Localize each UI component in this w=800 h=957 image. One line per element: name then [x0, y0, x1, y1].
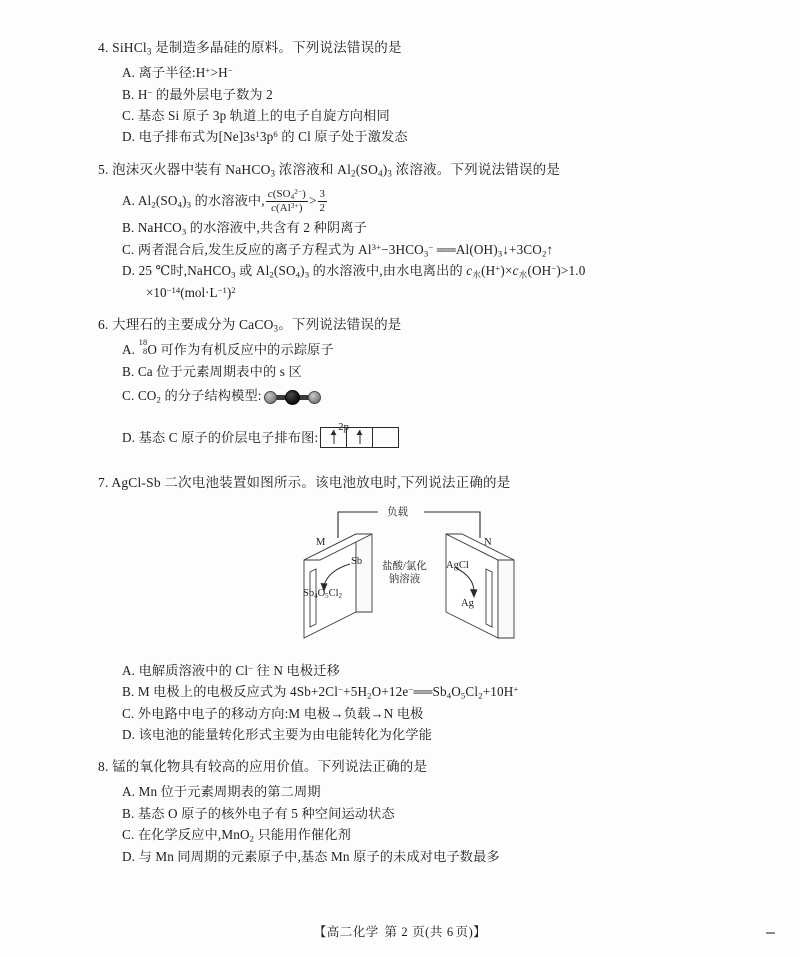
right-species-bottom-label: Ag: [461, 597, 474, 609]
left-electrode-slab: [304, 534, 372, 638]
option-label: B.: [122, 684, 135, 700]
left-species-bottom-label: $Sb_4O_5Cl_2$: [303, 587, 343, 600]
question-4-option-d[interactable]: D. 电子排布式为$[Ne]3s^13p^6$ 的 Cl 原子处于激发态: [122, 129, 408, 145]
question-4-number: 4.: [98, 40, 109, 55]
option-text: 可作为有机反应中的示踪原子: [157, 342, 334, 358]
question-5-option-c[interactable]: C. 两者混合后,发生反应的离子方程式为 $Al^{3+}-3HCO_3^-$ $══Al(OH)_3↓+3CO_2↑$: [122, 241, 554, 259]
footer-subject: 【高二化学: [313, 925, 379, 939]
electrolyte-label: [382, 560, 427, 586]
footer-total-number: 6: [446, 925, 454, 939]
footer-total-prefix: 页(共: [412, 925, 443, 939]
question-8-number: 8.: [98, 759, 109, 775]
question-7-stem: [98, 473, 718, 494]
option-label: B.: [122, 363, 135, 379]
orbital-cell-1: [320, 427, 347, 448]
question-4-stem-text: 是制造多晶硅的原料。下列说法错误的是: [155, 40, 402, 55]
orbital-cell-2: [346, 427, 373, 448]
spin-up-arrow-icon: [333, 430, 334, 444]
question-5-option-d-continued: $\times 10^{-14}(mol\cdot L^{-1})^2$: [146, 284, 236, 300]
question-8: [98, 757, 718, 867]
option-label: D.: [122, 263, 136, 279]
battery-figure-container: [98, 502, 718, 654]
option-label: A.: [122, 193, 136, 209]
option-text: 基态 O 原子的核外电子有 5 种空间运动状态: [137, 805, 395, 821]
left-species-top-label: Sb: [351, 555, 363, 567]
option-label: C.: [122, 241, 135, 257]
question-6: [98, 315, 718, 457]
option-label: C.: [122, 827, 135, 843]
question-7-stem-text: AgCl-Sb 二次电池装置如图所示。该电池放电时,下列说法正确的是: [111, 474, 511, 490]
concentration-ratio-fraction: $\frac{c(SO_4^{2-})}{c(Al^{3+})}$: [267, 187, 306, 215]
option-text: Mn 位于元素周期表的第二周期: [138, 784, 321, 800]
question-6-stem: 6. 大理石的主要成分为 CaCO$_3$。下列说法错误的是: [98, 317, 402, 334]
option-label: B.: [122, 220, 135, 236]
option-label: A.: [122, 342, 136, 358]
load-label: 负载: [384, 504, 411, 519]
question-6-option-d[interactable]: D. 基态 C 原子的价层电子排布图: 2p: [122, 420, 718, 457]
option-label: A.: [122, 662, 136, 678]
orbital-box-diagram: [320, 422, 399, 448]
option-label: B.: [122, 86, 135, 102]
option-label: C.: [122, 705, 135, 721]
question-7-option-b[interactable]: B. M 电极上的电极反应式为 $4Sb+2Cl^-+5H_2O+12e^-══Sb_4O_5Cl_2+10H^+$: [122, 684, 519, 701]
option-label: C.: [122, 388, 135, 404]
option-label: B.: [122, 805, 135, 821]
electrolyte-line-1: 盐酸/氯化: [382, 560, 427, 572]
page-footer: [0, 922, 800, 940]
isotope-prescript: 18 8: [138, 336, 148, 357]
question-8-stem-text: 锰的氧化物具有较高的应用价值。下列说法正确的是: [112, 759, 428, 775]
question-6-number: 6.: [98, 317, 109, 333]
option-label: D.: [122, 129, 136, 145]
question-4-option-b[interactable]: B. H− 的最外层电子数为 2: [122, 86, 273, 102]
question-list: [98, 38, 718, 871]
footer-page-number: 2: [401, 925, 409, 939]
right-electrode-label: N: [484, 536, 492, 548]
orbital-subshell-label: 2p: [338, 422, 350, 434]
question-5-option-b[interactable]: B. NaHCO$_3$ 的水溶液中,共含有 2 种阴离子: [122, 220, 367, 237]
option-label: D.: [122, 727, 136, 743]
spin-up-arrow-icon: [359, 430, 360, 444]
page-edge-mark: [766, 932, 775, 934]
agcl-sb-battery-diagram: [294, 502, 526, 652]
question-7-option-c[interactable]: C. 外电路中电子的移动方向:M 电极→负载→N 电极: [122, 705, 424, 721]
electrolyte-line-2: 钠溶液: [388, 573, 421, 585]
question-4: [98, 38, 718, 148]
question-4-option-a[interactable]: A. 离子半径:H+>H−: [122, 65, 233, 81]
option-text: 与 Mn 同周期的元素原子中,基态 Mn 原子的未成对电子数最多: [138, 848, 500, 864]
question-4-formula: SiHCl$_3$: [112, 40, 152, 57]
co2-space-filling-model-icon: [264, 390, 322, 405]
three-halves-fraction: $\frac{3}{2}$: [319, 188, 326, 214]
orbital-cell-3: [372, 427, 399, 448]
question-8-option-c[interactable]: C. 在化学反应中,MnO$_2$ 只能用作催化剂: [122, 827, 351, 844]
isotope-element: O: [147, 342, 158, 358]
option-label: A.: [122, 65, 136, 81]
question-7-number: 7.: [98, 474, 109, 490]
question-5: [98, 160, 718, 303]
question-4-stem: [98, 38, 718, 59]
footer-page-label: 第: [384, 925, 398, 939]
question-6-option-a[interactable]: [122, 336, 718, 360]
question-6-option-b[interactable]: B. Ca 位于元素周期表中的 s 区: [122, 363, 302, 379]
question-7-option-d[interactable]: D. 该电池的能量转化形式主要为由电能转化为化学能: [122, 727, 432, 743]
option-label: C.: [122, 108, 135, 124]
question-5-stem: 5. 泡沫灭火器中装有 NaHCO$_3$ 浓溶液和 $Al_2(SO_4)_3$ 浓溶液。下列说法错误的是: [98, 161, 561, 179]
question-8-option-a[interactable]: [122, 781, 718, 802]
question-6-option-c[interactable]: C. $CO_2$ 的分子结构模型:: [122, 382, 718, 410]
question-8-option-d[interactable]: [122, 846, 718, 867]
right-electrode-slab: [446, 534, 514, 638]
question-5-number: 5.: [98, 161, 109, 177]
right-species-top-label: AgCl: [446, 559, 469, 571]
question-7: [98, 473, 718, 746]
option-label: A.: [122, 784, 136, 800]
question-8-option-b[interactable]: [122, 803, 718, 824]
left-electrode-label: M: [316, 536, 326, 548]
question-8-stem: [98, 757, 718, 778]
question-7-option-a[interactable]: A. 电解质溶液中的 Cl− 往 N 电极迁移: [122, 662, 340, 678]
question-5-option-a[interactable]: A. $Al_2(SO_4)_3$ 的水溶液中, $\frac{c(SO_4^{2-})}{c(Al^{3+})}$ > $\frac{3}{2}$: [122, 187, 326, 215]
option-label: D.: [122, 848, 136, 864]
footer-total-suffix: 页)】: [455, 925, 487, 939]
question-5-option-d[interactable]: D. 25 ℃时,NaHCO$_3$ 或 $Al_2(SO_4)_3$ 的水溶液中,由水电离出的 $c_水(H^+)\times c_水(OH^-)>1.0$: [122, 263, 586, 280]
option-label: D.: [122, 429, 136, 445]
question-4-option-c[interactable]: C. 基态 Si 原子 3p 轨道上的电子自旋方向相同: [122, 108, 390, 124]
